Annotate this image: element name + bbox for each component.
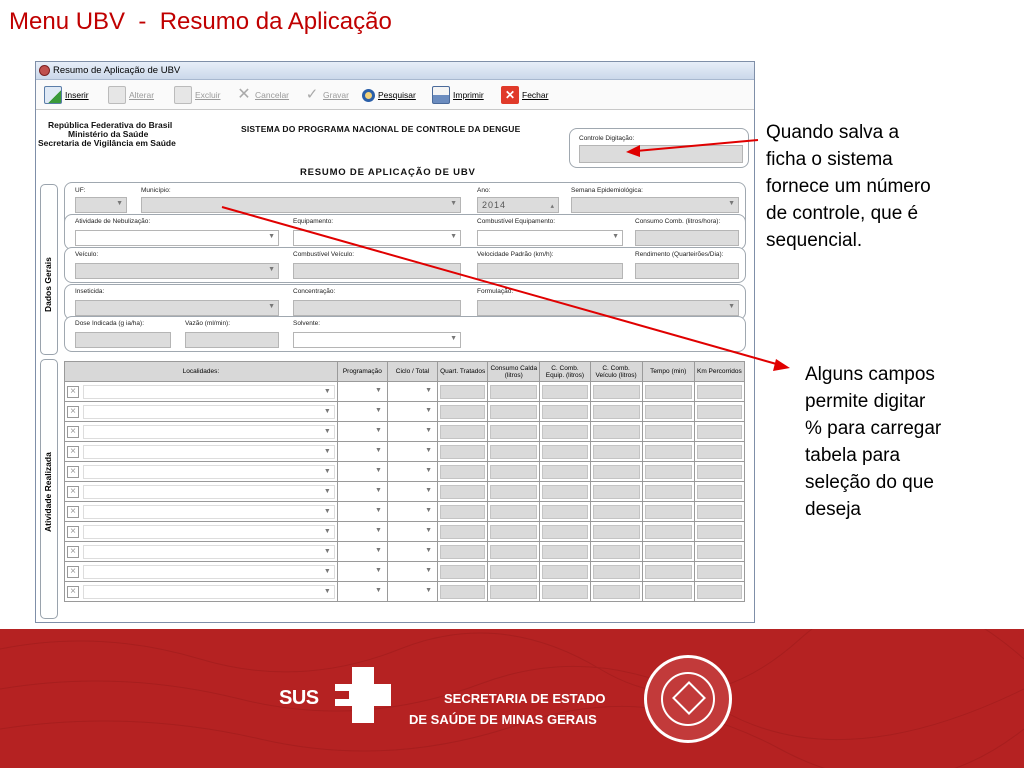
dose-label: Dose Indicada (g ia/ha): [75, 320, 145, 327]
municipio-label: Município: [141, 187, 171, 194]
chevron-down-icon: ▼ [728, 200, 735, 207]
note-line: Quando salva a [766, 122, 900, 143]
chevron-down-icon: ▼ [425, 526, 433, 534]
consumo-label: Consumo Comb. (litros/hora): [635, 218, 721, 225]
chevron-down-icon: ▼ [425, 506, 433, 514]
form-title: RESUMO DE APLICAÇÃO DE UBV [300, 167, 476, 178]
equipamento-label: Equipamento: [293, 218, 334, 225]
controle-label: Controle Digitação: [579, 135, 635, 142]
chevron-down-icon: ▼ [375, 486, 382, 494]
close-button[interactable]: ✕ Fechar [501, 84, 548, 106]
chevron-down-icon: ▼ [612, 233, 619, 240]
chevron-down-icon: ▼ [375, 546, 382, 554]
slide-title: Menu UBV - Resumo da Aplicação [9, 8, 392, 35]
chevron-down-icon: ▼ [375, 386, 382, 394]
org-line-3: Secretaria de Vigilância em Saúde [38, 138, 176, 148]
chevron-down-icon: ▼ [425, 466, 433, 474]
arrowhead-controle [626, 145, 640, 157]
chevron-down-icon: ▼ [425, 426, 433, 434]
chevron-down-icon: ▼ [323, 527, 331, 535]
atividade-label: Atividade de Nebulização: [75, 218, 151, 225]
sus-logo-text: SUS [279, 687, 319, 709]
print-button[interactable]: Imprimir [432, 84, 484, 106]
chevron-down-icon: ▼ [323, 507, 331, 515]
arrow-line-controle [636, 140, 758, 151]
chevron-down-icon: ▼ [728, 303, 735, 310]
chevron-down-icon: ▼ [323, 547, 331, 555]
atividade-label: Atividade Realizada [43, 452, 53, 532]
note-line: de controle, que é [766, 203, 919, 224]
cancel-icon: ✕ [237, 86, 251, 103]
remove-row-icon[interactable]: × [67, 566, 79, 578]
chevron-down-icon: ▼ [375, 506, 382, 514]
sus-cross-logo [335, 667, 391, 723]
chevron-down-icon: ▼ [323, 587, 331, 595]
chevron-down-icon: ▼ [425, 406, 433, 414]
concentracao-label: Concentração: [293, 288, 336, 295]
chevron-down-icon: ▼ [375, 526, 382, 534]
chevron-down-icon: ▼ [450, 335, 457, 342]
column-header: Consumo Calda (litros) [488, 362, 540, 382]
remove-row-icon[interactable]: × [67, 446, 79, 458]
footer-line-2: DE SAÚDE DE MINAS GERAIS [409, 712, 597, 727]
chevron-down-icon: ▼ [375, 586, 382, 594]
chevron-down-icon: ▼ [375, 566, 382, 574]
chevron-down-icon: ▼ [323, 467, 331, 475]
chevron-down-icon: ▼ [425, 386, 433, 394]
edit-button[interactable]: Alterar [108, 84, 154, 106]
footer-line-1: SECRETARIA DE ESTADO [444, 691, 606, 706]
spinner-icon[interactable]: ▴ [550, 203, 555, 210]
remove-row-icon[interactable]: × [67, 526, 79, 538]
cancel-button[interactable]: ✕ Cancelar [237, 86, 290, 103]
chevron-down-icon: ▼ [425, 486, 433, 494]
state-seal [644, 655, 732, 743]
dados-gerais-label: Dados Gerais [43, 257, 53, 312]
remove-row-icon[interactable]: × [67, 486, 79, 498]
note-line: fornece um número [766, 176, 931, 197]
vazao-label: Vazão (ml/min): [185, 320, 231, 327]
org-line-2: Ministério da Saúde [68, 129, 149, 139]
chevron-down-icon: ▼ [268, 266, 275, 273]
inseticida-label: Inseticida: [75, 288, 105, 295]
remove-row-icon[interactable]: × [67, 406, 79, 418]
remove-row-icon[interactable]: × [67, 426, 79, 438]
search-button[interactable]: Pesquisar [362, 84, 416, 106]
chevron-down-icon: ▼ [450, 200, 457, 207]
chevron-down-icon: ▼ [323, 407, 331, 415]
ano-label: Ano: [477, 187, 491, 194]
solvente-label: Solvente: [293, 320, 321, 327]
chevron-down-icon: ▼ [375, 466, 382, 474]
chevron-down-icon: ▼ [323, 387, 331, 395]
semana-label: Semana Epidemiológica: [571, 187, 643, 194]
remove-row-icon[interactable]: × [67, 466, 79, 478]
column-header: C. Comb. Equip. (litros) [540, 362, 590, 382]
uf-label: UF: [75, 187, 86, 194]
note-line: permite digitar [805, 391, 926, 412]
arrow-line-campos [222, 207, 780, 365]
chevron-down-icon: ▼ [116, 200, 123, 207]
column-header: Km Percorridos [694, 362, 744, 382]
note-line: % para carregar [805, 418, 942, 439]
chevron-down-icon: ▼ [425, 446, 433, 454]
chevron-down-icon: ▼ [375, 406, 382, 414]
remove-row-icon[interactable]: × [67, 506, 79, 518]
column-header: Programação [337, 362, 387, 382]
note-line: deseja [805, 499, 861, 520]
chevron-down-icon: ▼ [450, 233, 457, 240]
chevron-down-icon: ▼ [268, 233, 275, 240]
org-line-1: República Federativa do Brasil [48, 120, 173, 130]
velocidade-label: Velocidade Padrão (km/h): [477, 251, 554, 258]
remove-row-icon[interactable]: × [67, 546, 79, 558]
checkmark-icon: ✓ [305, 86, 319, 103]
note-line: Alguns campos [805, 364, 935, 385]
column-header: C. Comb. Veículo (litros) [590, 362, 642, 382]
arrowhead-campos [773, 359, 790, 371]
close-icon: ✕ [501, 86, 519, 104]
column-header: Localidades: [65, 362, 338, 382]
chevron-down-icon: ▼ [323, 427, 331, 435]
insert-button[interactable]: Inserir [44, 84, 89, 106]
column-header: Ciclo / Total [387, 362, 437, 382]
chevron-down-icon: ▼ [323, 567, 331, 575]
column-header: Quart. Tratados [438, 362, 488, 382]
note-line: seleção do que [805, 472, 934, 493]
chevron-down-icon: ▼ [425, 566, 433, 574]
chevron-down-icon: ▼ [323, 487, 331, 495]
chevron-down-icon: ▼ [323, 447, 331, 455]
window-title: Resumo de Aplicação de UBV [53, 65, 181, 76]
note-line: ficha o sistema [766, 149, 893, 170]
remove-row-icon[interactable]: × [67, 586, 79, 598]
chevron-down-icon: ▼ [425, 586, 433, 594]
chevron-down-icon: ▼ [375, 446, 382, 454]
save-button[interactable]: ✓ Gravar [305, 86, 349, 103]
note-line: tabela para [805, 445, 901, 466]
comb-veic-label: Combustível Veículo: [293, 251, 355, 258]
note-line: sequencial. [766, 230, 863, 251]
system-title: SISTEMA DO PROGRAMA NACIONAL DE CONTROLE DA DENGUE [241, 124, 521, 134]
chevron-down-icon: ▼ [425, 546, 433, 554]
veiculo-label: Veículo: [75, 251, 99, 258]
formulacao-label: Formulação: [477, 288, 514, 295]
chevron-down-icon: ▼ [375, 426, 382, 434]
comb-equip-label: Combustível Equipamento: [477, 218, 556, 225]
chevron-down-icon: ▼ [268, 303, 275, 310]
rendimento-label: Rendimento (Quarteirões/Dia): [635, 251, 724, 258]
remove-row-icon[interactable]: × [67, 386, 79, 398]
column-header: Tempo (min) [642, 362, 694, 382]
ano-value: 2014 [482, 200, 507, 210]
delete-button[interactable]: Excluir [174, 84, 221, 106]
